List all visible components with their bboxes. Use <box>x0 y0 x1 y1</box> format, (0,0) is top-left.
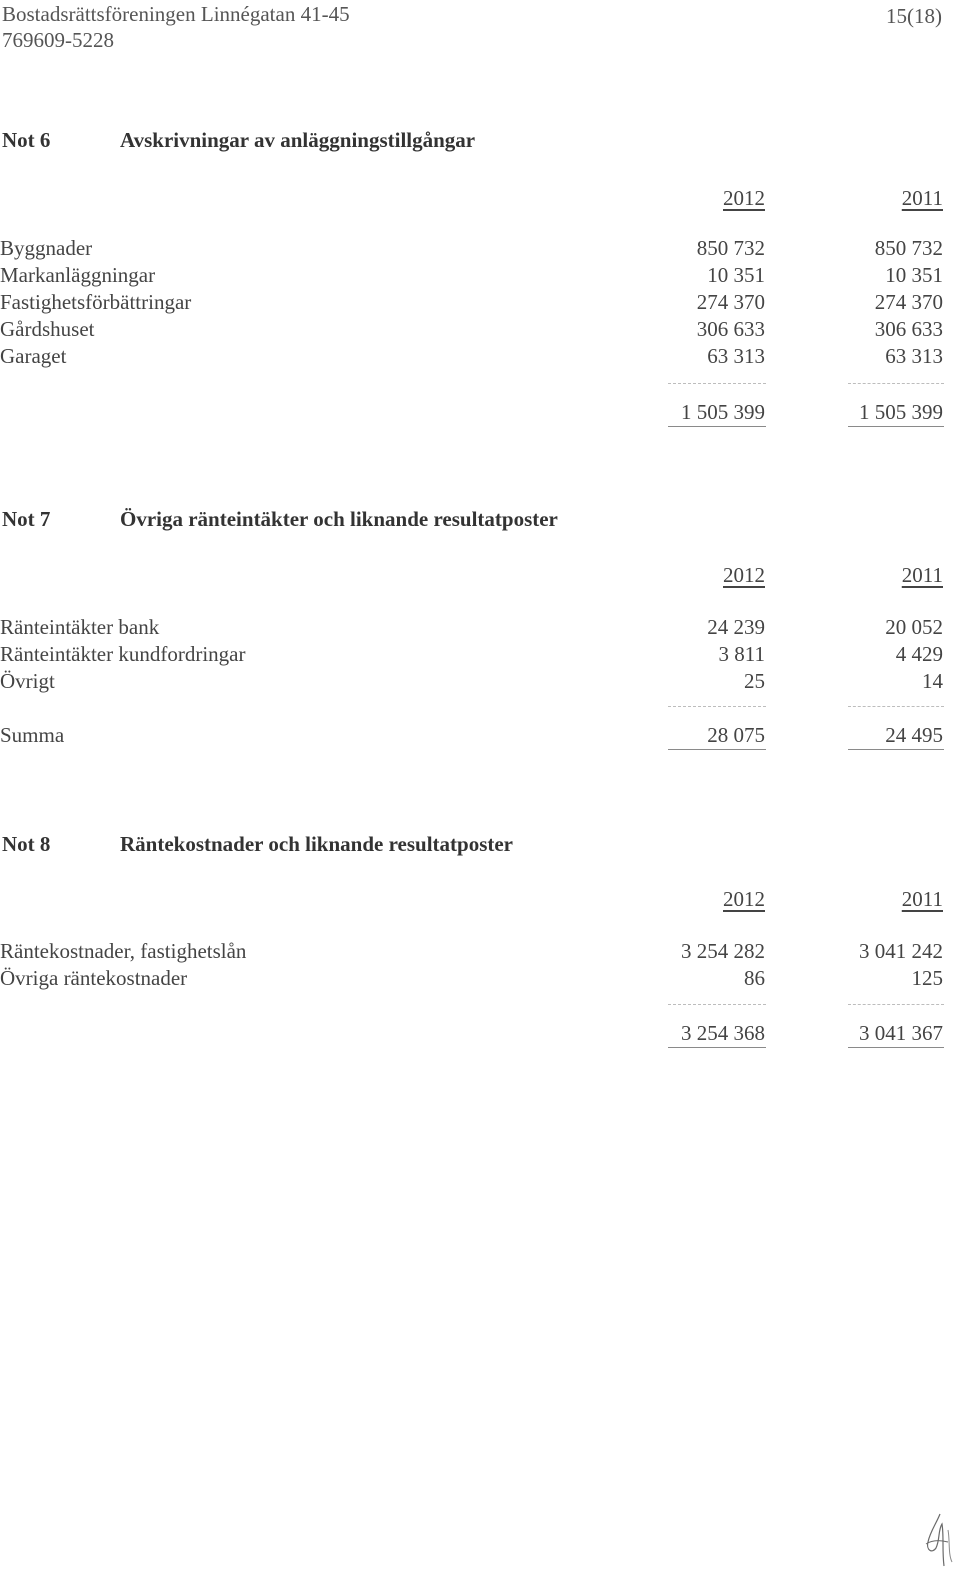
value-2012: 274 370 <box>696 290 765 314</box>
note-number: Not 8 <box>2 832 51 856</box>
note-number: Not 6 <box>2 128 51 152</box>
subtotal-rule <box>668 1004 766 1005</box>
value-2012: 24 239 <box>707 615 765 639</box>
value-2012: 3 811 <box>718 642 765 666</box>
note-title: Avskrivningar av anläggningstillgångar <box>120 128 476 152</box>
subtotal-rule <box>668 383 766 384</box>
row-label: Räntekostnader, fastighetslån <box>0 939 247 963</box>
row-label: Ränteintäkter kundfordringar <box>0 642 246 666</box>
total-rule <box>668 749 766 750</box>
value-2012: 86 <box>744 966 765 990</box>
value-2011: 306 633 <box>874 317 943 341</box>
column-header-2011: 2011 <box>901 563 943 587</box>
total-value-2012: 28 075 <box>707 723 765 747</box>
table-row <box>0 344 960 371</box>
table-row <box>0 263 960 290</box>
total-value-2012: 3 254 368 <box>681 1021 765 1045</box>
row-label: Garaget <box>0 344 67 368</box>
total-value-2012: 1 505 399 <box>681 400 765 424</box>
value-2011: 3 041 242 <box>859 939 943 963</box>
value-2011: 10 351 <box>885 263 943 287</box>
note-title: Övriga ränteintäkter och liknande resultatposter <box>120 507 558 531</box>
row-label: Byggnader <box>0 236 93 260</box>
table-row <box>0 939 960 966</box>
total-rule <box>848 1047 944 1048</box>
organization-name: Bostadsrättsföreningen Linnégatan 41-45 <box>2 2 350 26</box>
value-2011: 20 052 <box>885 615 943 639</box>
total-rule <box>668 426 766 427</box>
table-row <box>0 615 960 642</box>
total-value-2011: 24 495 <box>885 723 943 747</box>
column-header-2012: 2012 <box>723 887 765 911</box>
table-row <box>0 642 960 669</box>
signature-mark <box>918 1510 958 1570</box>
subtotal-rule <box>848 1004 944 1005</box>
row-label: Ränteintäkter bank <box>0 615 160 639</box>
total-row <box>0 1021 960 1048</box>
value-2011: 14 <box>922 669 943 693</box>
value-2012: 850 732 <box>696 236 765 260</box>
value-2011: 125 <box>911 966 943 990</box>
page-number: 15(18) <box>886 4 942 28</box>
row-label: Gårdshuset <box>0 317 95 341</box>
total-rule <box>848 426 944 427</box>
total-rule <box>848 749 944 750</box>
value-2012: 306 633 <box>696 317 765 341</box>
subtotal-rule <box>848 706 944 707</box>
value-2012: 10 351 <box>707 263 765 287</box>
total-rule <box>668 1047 766 1048</box>
column-header-2011: 2011 <box>901 186 943 210</box>
total-row <box>0 723 960 750</box>
value-2012: 3 254 282 <box>681 939 765 963</box>
total-row <box>0 400 960 427</box>
total-label: Summa <box>0 723 65 747</box>
table-row <box>0 966 960 993</box>
row-label: Fastighetsförbättringar <box>0 290 192 314</box>
total-value-2011: 1 505 399 <box>859 400 943 424</box>
value-2012: 63 313 <box>707 344 765 368</box>
value-2011: 274 370 <box>874 290 943 314</box>
row-label: Markanläggningar <box>0 263 156 287</box>
table-row <box>0 317 960 344</box>
row-label: Övrigt <box>0 669 55 693</box>
value-2011: 4 429 <box>895 642 943 666</box>
note-title: Räntekostnader och liknande resultatposter <box>120 832 514 856</box>
column-header-2012: 2012 <box>723 186 765 210</box>
column-header-2011: 2011 <box>901 887 943 911</box>
note-heading <box>0 507 960 537</box>
value-2012: 25 <box>744 669 765 693</box>
organization-number: 769609-5228 <box>2 28 114 52</box>
total-value-2011: 3 041 367 <box>859 1021 943 1045</box>
note-number: Not 7 <box>2 507 51 531</box>
subtotal-rule <box>848 383 944 384</box>
value-2011: 850 732 <box>874 236 943 260</box>
column-header-2012: 2012 <box>723 563 765 587</box>
row-label: Övriga räntekostnader <box>0 966 188 990</box>
note-heading <box>0 128 960 158</box>
note-heading <box>0 832 960 862</box>
table-row <box>0 669 960 696</box>
table-row <box>0 236 960 263</box>
table-row <box>0 290 960 317</box>
value-2011: 63 313 <box>885 344 943 368</box>
subtotal-rule <box>668 706 766 707</box>
